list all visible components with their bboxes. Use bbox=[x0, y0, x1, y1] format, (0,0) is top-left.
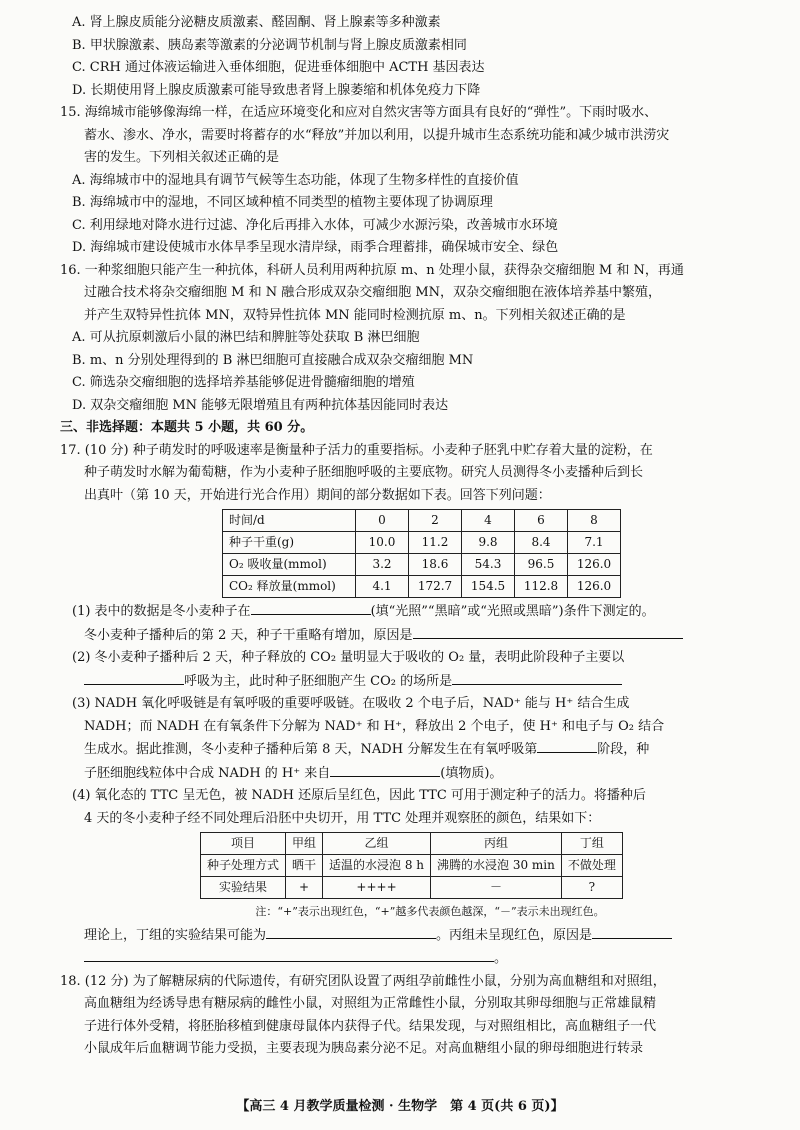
table-cell: 172.7 bbox=[409, 576, 462, 598]
table-cell: 10.0 bbox=[356, 532, 409, 554]
table-cell: 126.0 bbox=[568, 576, 621, 598]
q18-stem-cont: 子进行体外受精，将胚胎移植到健康母鼠体内获得子代。结果发现，与对照组相比，高血糖组子一代 bbox=[84, 1018, 657, 1034]
answer-blank[interactable] bbox=[84, 670, 184, 685]
table-row bbox=[223, 510, 621, 532]
q16-stem-cont: 并产生双特异性抗体 MN，双特异性抗体 MN 能同时检测抗原 m、n。下列相关叙述正确的是 bbox=[84, 307, 626, 323]
q15-stem-cont: 害的发生。下列相关叙述正确的是 bbox=[84, 150, 280, 165]
table-row bbox=[223, 532, 621, 554]
table-header-cell: 项目 bbox=[201, 833, 286, 855]
q17-part3-text: 子胚细胞线粒体中合成 NADH 的 H⁺ 来自 bbox=[84, 765, 331, 781]
q14-option-d: D. 长期使用肾上腺皮质激素可能导致患者肾上腺萎缩和机体免疫力下降 bbox=[72, 82, 481, 98]
table-cell: 8.4 bbox=[515, 532, 568, 554]
q17-part3-cont: NADH；而 NADH 在有氧条件下分解为 NAD⁺ 和 H⁺，释放出 2 个电子，使 H⁺ 和电子与 O₂ 结合 bbox=[84, 718, 665, 734]
q17-part3: (3) NADH 氧化呼吸链是有氧呼吸的重要呼吸链。在吸收 2 个电子后，NAD⁺ 能与 H⁺ 结合生成 bbox=[72, 696, 630, 711]
q17-part2-cont bbox=[60, 670, 760, 694]
answer-blank[interactable] bbox=[452, 670, 622, 685]
q17-part3-cont bbox=[60, 738, 760, 762]
answer-blank[interactable] bbox=[251, 600, 371, 615]
table-header-cell: 0 bbox=[356, 510, 409, 532]
table-header-cell: 乙组 bbox=[323, 833, 431, 855]
table-cell: 4.1 bbox=[356, 576, 409, 598]
q17-part4: (4) 氧化态的 TTC 呈无色，被 NADH 还原后呈红色，因此 TTC 可用于测定种子的活力。将播种后 bbox=[72, 788, 646, 803]
table-cell: 11.2 bbox=[409, 532, 462, 554]
q18-stem: 18. (12 分) 为了解糖尿病的代际遗传，有研究团队设置了两组孕前雌性小鼠，分别为高血糖组和对照组， bbox=[60, 973, 666, 989]
section-heading: 三、非选择题：本题共 5 小题，共 60 分。 bbox=[60, 420, 314, 435]
table-cell: 适温的水浸泡 8 h bbox=[323, 855, 431, 877]
table-row-label: CO₂ 释放量(mmol) bbox=[223, 576, 356, 598]
q18-stem-cont: 高血糖组为经诱导患有糖尿病的雌性小鼠，对照组为正常雌性小鼠，分别取其卵母细胞与正常雄鼠精 bbox=[84, 996, 657, 1011]
q16-stem-cont: 过融合技术将杂交瘤细胞 M 和 N 融合形成双杂交瘤细胞 MN，双杂交瘤细胞在液体培养基中繁殖， bbox=[84, 285, 662, 300]
q17-part3-text: 阶段，种 bbox=[597, 742, 650, 757]
table-row-label: 种子干重(g) bbox=[223, 532, 356, 554]
q17-part3-text: 生成水。据此推测，冬小麦种子播种后第 8 天，NADH 分解发生在有氧呼吸第 bbox=[84, 742, 538, 757]
q17-part2-text: 呼吸为主，此时种子胚细胞产生 CO₂ 的场所是 bbox=[184, 673, 453, 689]
q17-part2: (2) 冬小麦种子播种后 2 天，种子释放的 CO₂ 量明显大于吸收的 O₂ 量，表明此阶段种子主要以 bbox=[72, 650, 625, 665]
table-header-cell: 2 bbox=[409, 510, 462, 532]
table-cell: 7.1 bbox=[568, 532, 621, 554]
answer-blank[interactable] bbox=[592, 924, 672, 939]
q15-option-a: A. 海绵城市中的湿地具有调节气候等生态功能，体现了生物多样性的直接价值 bbox=[72, 172, 519, 188]
table-row bbox=[201, 855, 623, 877]
q16-stem: 16. 一种浆细胞只能产生一种抗体，科研人员利用两种抗原 m、n 处理小鼠，获得杂交瘤细胞 M 和 N，再通 bbox=[60, 262, 684, 278]
q17-part4-cont: 4 天的冬小麦种子经不同处理后沿胚中央切开，用 TTC 处理并观察胚的颜色，结果如下： bbox=[84, 810, 601, 826]
q16-option-c: C. 筛选杂交瘤细胞的选择培养基能够促进骨髓瘤细胞的增殖 bbox=[72, 375, 415, 390]
q17-part1-text: (填“光照”“黑暗”或“光照或黑暗”)条件下测定的。 bbox=[370, 604, 655, 619]
table-row-label: 种子处理方式 bbox=[201, 855, 286, 877]
table-cell: 154.5 bbox=[462, 576, 515, 598]
q17-part3-text: (填物质)。 bbox=[440, 765, 503, 781]
table-header-cell: 甲组 bbox=[286, 833, 323, 855]
table-row-label: 实验结果 bbox=[201, 877, 286, 899]
table-header-cell: 4 bbox=[462, 510, 515, 532]
q17-stem-cont: 出真叶（第 10 天，开始进行光合作用）期间的部分数据如下表。回答下列问题： bbox=[84, 487, 551, 503]
table-header-cell: 丙组 bbox=[431, 833, 562, 855]
q14-option-c: C. CRH 通过体液运输进入垂体细胞，促进垂体细胞中 ACTH 基因表达 bbox=[72, 60, 485, 75]
table-note: 注：“+”表示出现红色，“+”越多代表颜色越深，“－”表示未出现红色。 bbox=[255, 905, 605, 918]
q16-option-a: A. 可从抗原刺激后小鼠的淋巴结和脾脏等处获取 B 淋巴细胞 bbox=[72, 330, 420, 345]
q16-option-b: B. m、n 分别处理得到的 B 淋巴细胞可直接融合成双杂交瘤细胞 MN bbox=[72, 352, 474, 368]
table-cell: － bbox=[431, 877, 562, 899]
table-cell: 54.3 bbox=[462, 554, 515, 576]
table-cell: + bbox=[286, 877, 323, 899]
answer-blank[interactable] bbox=[84, 947, 354, 962]
table-cell: 沸腾的水浸泡 30 min bbox=[431, 855, 562, 877]
answer-blank[interactable] bbox=[537, 738, 597, 753]
page-footer: 【高三 4 月教学质量检测 · 生物学 第 4 页(共 6 页)】 bbox=[236, 1099, 564, 1114]
answer-blank[interactable] bbox=[354, 947, 494, 962]
q15-stem-cont: 蓄水、渗水、净水，需要时将蓄存的水“释放”并加以利用，以提升城市生态系统功能和减少城市洪涝灾 bbox=[84, 127, 670, 143]
q17-part1 bbox=[60, 600, 760, 624]
table-header-cell: 8 bbox=[568, 510, 621, 532]
q15-stem: 15. 海绵城市能够像海绵一样，在适应环境变化和应对自然灾害等方面具有良好的“弹性”。下雨时吸水、 bbox=[60, 105, 658, 120]
q17-stem-cont: 种子萌发时水解为葡萄糖，作为小麦种子胚细胞呼吸的主要底物。研究人员测得冬小麦播种后到长 bbox=[84, 465, 644, 480]
answer-blank[interactable] bbox=[413, 624, 683, 639]
q14-option-a: A. 肾上腺皮质能分泌糖皮质激素、醛固酮、肾上腺素等多种激素 bbox=[72, 15, 441, 30]
table-row bbox=[201, 877, 623, 899]
table-cell: 112.8 bbox=[515, 576, 568, 598]
q17-part4-answer-line: 。 bbox=[60, 947, 760, 971]
ttc-result-table bbox=[200, 832, 623, 899]
table-header-cell: 丁组 bbox=[561, 833, 622, 855]
seed-data-table bbox=[222, 509, 621, 598]
table-cell: 3.2 bbox=[356, 554, 409, 576]
q15-option-c: C. 利用绿地对降水进行过滤、净化后再排入水体，可减少水源污染，改善城市水环境 bbox=[72, 217, 558, 233]
table-cell: ++++ bbox=[323, 877, 431, 899]
q17-part1-cont bbox=[60, 624, 760, 648]
table-row bbox=[223, 554, 621, 576]
answer-blank[interactable] bbox=[330, 762, 440, 777]
table-cell: 9.8 bbox=[462, 532, 515, 554]
table-row bbox=[201, 833, 623, 855]
q16-option-d: D. 双杂交瘤细胞 MN 能够无限增殖且有两种抗体基因能同时表达 bbox=[72, 397, 449, 413]
table-row bbox=[223, 576, 621, 598]
q17-part4-text: 理论上，丁组的实验结果可能为 bbox=[84, 927, 267, 943]
table-cell: 晒干 bbox=[286, 855, 323, 877]
q15-option-d: D. 海绵城市建设使城市水体旱季呈现水清岸绿，雨季合理蓄排，确保城市安全、绿色 bbox=[72, 240, 559, 255]
table-header-cell: 6 bbox=[515, 510, 568, 532]
q17-part4-question bbox=[60, 924, 760, 948]
q17-part4-text: 。丙组未呈现红色，原因是 bbox=[436, 927, 593, 943]
q15-option-b: B. 海绵城市中的湿地，不同区域种植不同类型的植物主要体现了协调原理 bbox=[72, 195, 493, 210]
table-row-label: O₂ 吸收量(mmol) bbox=[223, 554, 356, 576]
answer-blank[interactable] bbox=[266, 924, 436, 939]
q18-stem-cont: 小鼠成年后血糖调节能力受损，主要表现为胰岛素分泌不足。对高血糖组小鼠的卵母细胞进行转录 bbox=[84, 1041, 644, 1056]
table-cell: 96.5 bbox=[515, 554, 568, 576]
q17-part3-cont bbox=[60, 762, 760, 786]
table-header-cell: 时间/d bbox=[223, 510, 356, 532]
q17-stem: 17. (10 分) 种子萌发时的呼吸速率是衡量种子活力的重要指标。小麦种子胚乳中贮存着大量的淀粉，在 bbox=[60, 442, 653, 458]
q14-option-b: B. 甲状腺激素、胰岛素等激素的分泌调节机制与肾上腺皮质激素相同 bbox=[72, 37, 467, 53]
table-cell: 18.6 bbox=[409, 554, 462, 576]
table-cell: 126.0 bbox=[568, 554, 621, 576]
q17-part1-text: (1) 表中的数据是冬小麦种子在 bbox=[72, 604, 251, 619]
q17-part1-text: 冬小麦种子播种后的第 2 天，种子干重略有增加，原因是 bbox=[84, 627, 413, 643]
table-cell: 不做处理 bbox=[561, 855, 622, 877]
table-cell: ? bbox=[561, 877, 622, 899]
